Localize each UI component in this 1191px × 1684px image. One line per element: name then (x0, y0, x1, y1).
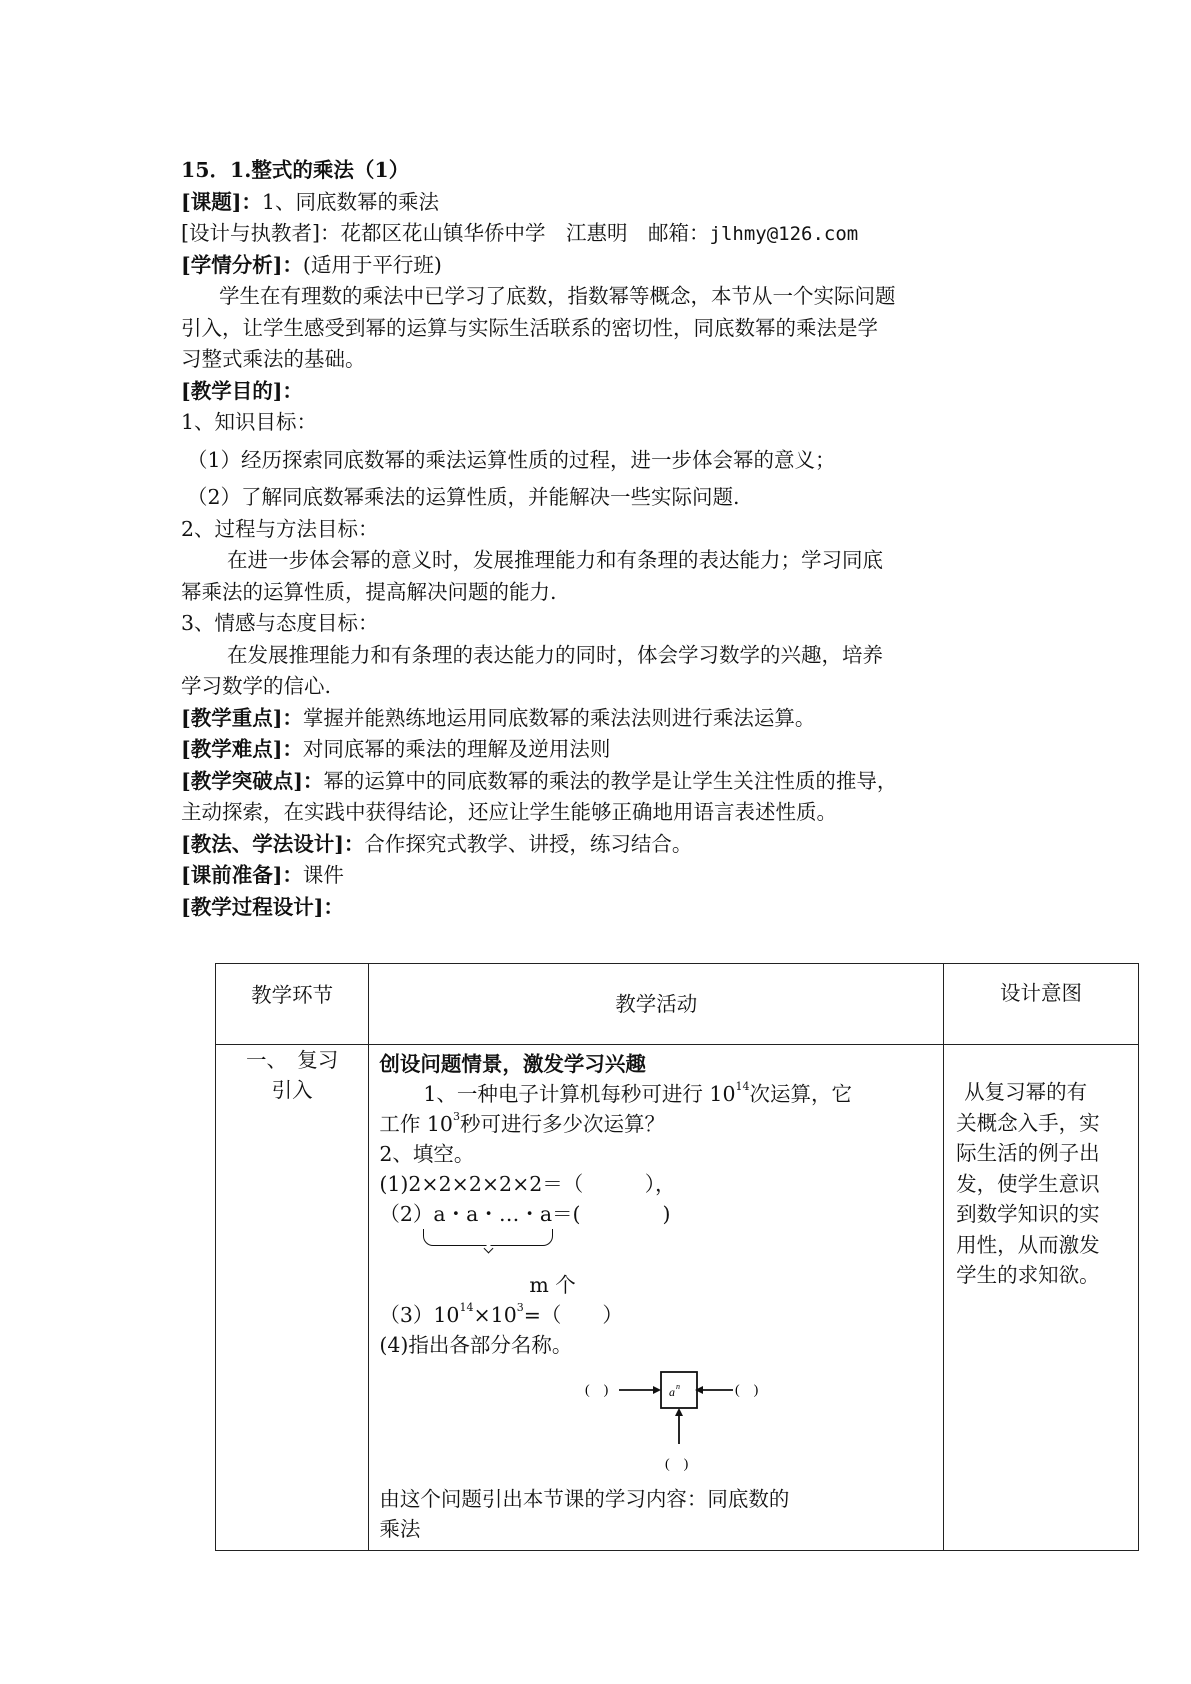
q1a: 1、一种电子计算机每秒可进行 10 (423, 1082, 736, 1106)
topic-line (181, 187, 1041, 219)
q1b: 工作 10 (379, 1112, 453, 1136)
page-title: 15．1.整式的乘法（1） (181, 158, 410, 182)
question-1-cont (379, 1109, 937, 1139)
intent-line: 用性，从而激发 (956, 1232, 1100, 1257)
analysis-note: (适用于平行班) (302, 252, 442, 277)
analysis-text: 学生在有理数的乘法中已学习了底数，指数幂等概念，本节从一个实际问题 (219, 284, 896, 308)
objectives-label: [教学目的]： (181, 378, 303, 403)
exponent: 3 (452, 1110, 460, 1123)
topic-label: [课题]： (181, 189, 262, 214)
exponent: 3 (516, 1301, 524, 1314)
exponent-letter: n (676, 1382, 681, 1391)
exponent: 14 (735, 1080, 750, 1093)
emotion-text: 在发展推理能力和有条理的表达能力的同时，体会学习数学的兴趣，培养 (227, 642, 883, 667)
key-point-line (181, 703, 1041, 735)
breakthrough-text-2: 主动探索，在实践中获得结论，还应让学生能够正确地用语言表述性质。 (181, 800, 837, 824)
m-count-label: m 个 (529, 1273, 576, 1297)
lesson-table (215, 963, 1139, 1551)
activity-heading: 创设问题情景，激发学习兴趣 (379, 1052, 646, 1076)
table-header-row (216, 964, 1139, 1045)
knowledge-item: （1）经历探索同底数幂的乘法运算性质的过程，进一步体会幂的意义； (187, 447, 836, 472)
fill-4: (4)指出各部分名称。 (379, 1333, 573, 1357)
header-activity: 教学活动 (369, 964, 944, 1045)
emotion-text: 学习数学的信心. (181, 674, 332, 698)
email: jlhmy@126.com (709, 223, 859, 245)
knowledge-item: （2）了解同底数幂乘法的运算性质，并能解决一些实际问题. (187, 485, 740, 509)
analysis-text: 引入，让学生感受到幂的运算与实际生活联系的密切性，同底数幂的乘法是学 (181, 315, 878, 340)
intent-line: 学生的求知欲。 (956, 1263, 1100, 1287)
f3c: =（ ） (523, 1303, 623, 1327)
f3b: ×10 (473, 1303, 517, 1327)
stage-cell (216, 1045, 369, 1551)
activity-cell (369, 1045, 944, 1551)
fill-2: （2）a・a・…・a＝( ) (379, 1202, 671, 1226)
method-text: 合作探究式教学、讲授，练习结合。 (364, 831, 693, 856)
process-text: 在进一步体会幂的意义时，发展推理能力和有条理的表达能力；学习同底 (227, 548, 883, 572)
question-2: 2、填空。 (379, 1142, 475, 1166)
header-stage: 教学环节 (216, 964, 369, 1045)
power-parts-diagram-icon (579, 1364, 819, 1474)
process-design-label: [教学过程设计]： (181, 894, 344, 919)
fill-1: (1)2×2×2×2×2＝（ ）， (379, 1172, 676, 1196)
table-row (216, 1045, 1139, 1551)
conclusion-line: 由这个问题引出本节课的学习内容：同底数的 (379, 1487, 790, 1511)
base-letter: a (669, 1385, 676, 1399)
intent-line: 从复习幂的有 (964, 1080, 1088, 1104)
q1a-tail: 次运算，它 (749, 1082, 852, 1106)
brace-icon (423, 1229, 553, 1246)
preparation-text: 课件 (302, 863, 344, 887)
designer-line (181, 218, 1041, 250)
paren-bottom: ( ) (665, 1457, 689, 1472)
q1b-tail: 秒可进行多少次运算？ (459, 1112, 665, 1136)
analysis-label: [学情分析]： (181, 252, 303, 277)
difficulty-label: [教学难点]： (181, 737, 303, 761)
difficulty-line (181, 734, 1041, 766)
question-1 (379, 1079, 937, 1109)
analysis-line (181, 250, 1041, 282)
arrowhead-icon (675, 1408, 683, 1416)
stage-line: 一、 复习 (246, 1048, 339, 1072)
method-line (181, 829, 1041, 861)
analysis-text: 习整式乘法的基础。 (181, 347, 366, 371)
emotion-heading: 3、情感与态度目标： (181, 611, 379, 635)
breakthrough-line (181, 766, 1041, 798)
difficulty-text: 对同底幂的乘法的理解及逆用法则 (302, 737, 611, 761)
key-point-text: 掌握并能熟练地运用同底数幂的乘法法则进行乘法运算。 (302, 705, 816, 730)
f3a: （3）10 (379, 1303, 460, 1327)
knowledge-heading: 1、知识目标： (181, 410, 318, 434)
breakthrough-label: [教学突破点]： (181, 768, 324, 793)
intent-line: 关概念入手，实 (956, 1110, 1100, 1135)
preparation-line (181, 860, 1041, 892)
designer-text: 花都区花山镇华侨中学 江惠明 邮箱： (340, 221, 710, 245)
designer-label: [设计与执教者]： (181, 221, 341, 245)
preparation-label: [课前准备]： (181, 863, 303, 887)
header-intent: 设计意图 (944, 964, 1139, 1045)
intent-line: 到数学知识的实 (956, 1202, 1100, 1226)
topic-text: 1、同底数幂的乘法 (261, 189, 439, 214)
intent-line: 发，使学生意识 (956, 1171, 1100, 1196)
exponent: 14 (459, 1301, 474, 1314)
key-point-label: [教学重点]： (181, 705, 303, 730)
conclusion-line: 乘法 (379, 1517, 421, 1541)
paren-left: ( ) (585, 1383, 609, 1398)
method-label: [教法、学法设计]： (181, 831, 365, 856)
lesson-plan-document (181, 155, 1041, 923)
process-text: 幂乘法的运算性质，提高解决问题的能力. (181, 579, 557, 604)
stage-line: 引入 (271, 1078, 313, 1102)
arrowhead-icon (653, 1386, 661, 1394)
intent-line: 际生活的例子出 (956, 1141, 1100, 1165)
process-heading: 2、过程与方法目标： (181, 516, 379, 541)
intent-cell (944, 1045, 1139, 1551)
paren-right: ( ) (735, 1383, 759, 1398)
fill-3 (379, 1300, 937, 1330)
breakthrough-text: 幂的运算中的同底数幂的乘法的教学是让学生关注性质的推导， (323, 768, 898, 793)
